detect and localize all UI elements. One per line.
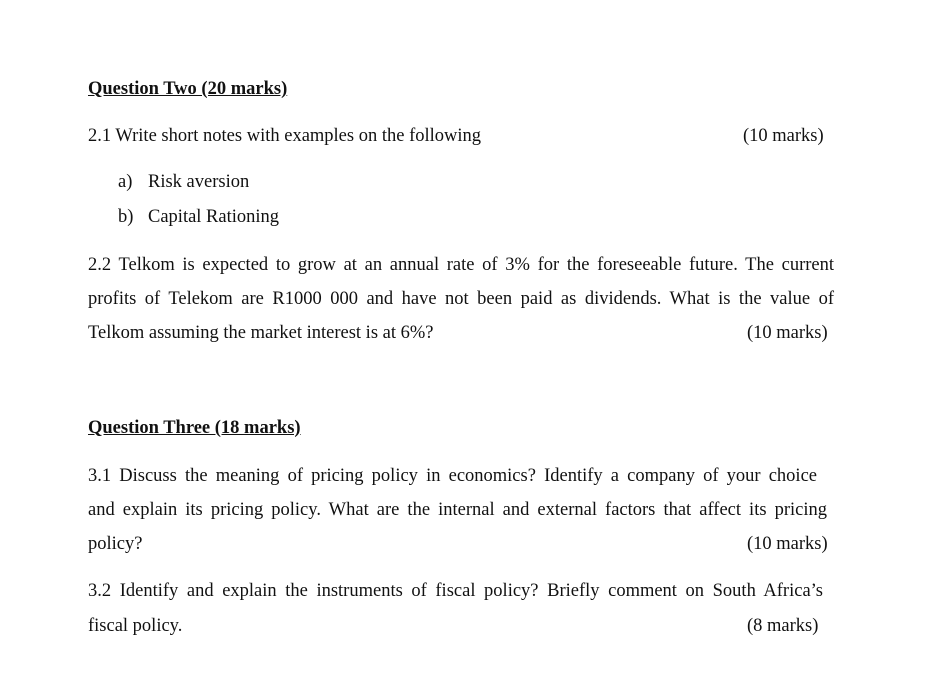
question-3-2-line: 3.2 Identify and explain the instruments of fiscal policy? Briefly comment on South Africa’s — [88, 581, 823, 601]
question-3-1-marks: (10 marks) — [747, 534, 828, 554]
question-3-1-line: and explain its pricing policy. What are the internal and external factors that affect its pricing — [88, 500, 827, 520]
question-2-2-line: 2.2 Telkom is expected to grow at an annual rate of 3% for the foreseeable future. The current — [88, 255, 834, 275]
list-item-label: a) — [118, 172, 133, 192]
list-item-label: b) — [118, 207, 134, 227]
question-two-title: Question Two (20 marks) — [88, 79, 288, 99]
question-2-2-marks: (10 marks) — [747, 323, 828, 343]
question-2-1-text: 2.1 Write short notes with examples on the following — [88, 126, 482, 146]
question-2-2-line: profits of Telekom are R1000 000 and have not been paid as dividends. What is the value of — [88, 289, 834, 309]
question-3-1-line: 3.1 Discuss the meaning of pricing policy in economics? Identify a company of your choice — [88, 466, 817, 486]
question-3-2-marks: (8 marks) — [747, 616, 819, 636]
list-item-text: Capital Rationing — [148, 207, 280, 227]
question-2-2-line: Telkom assuming the market interest is at 6%? — [88, 323, 434, 343]
question-3-1-line: policy? — [88, 534, 143, 554]
question-2-1-marks: (10 marks) — [743, 126, 824, 146]
question-three-title: Question Three (18 marks) — [88, 418, 301, 438]
list-item-text: Risk aversion — [148, 172, 250, 192]
question-3-2-line: fiscal policy. — [88, 616, 183, 636]
